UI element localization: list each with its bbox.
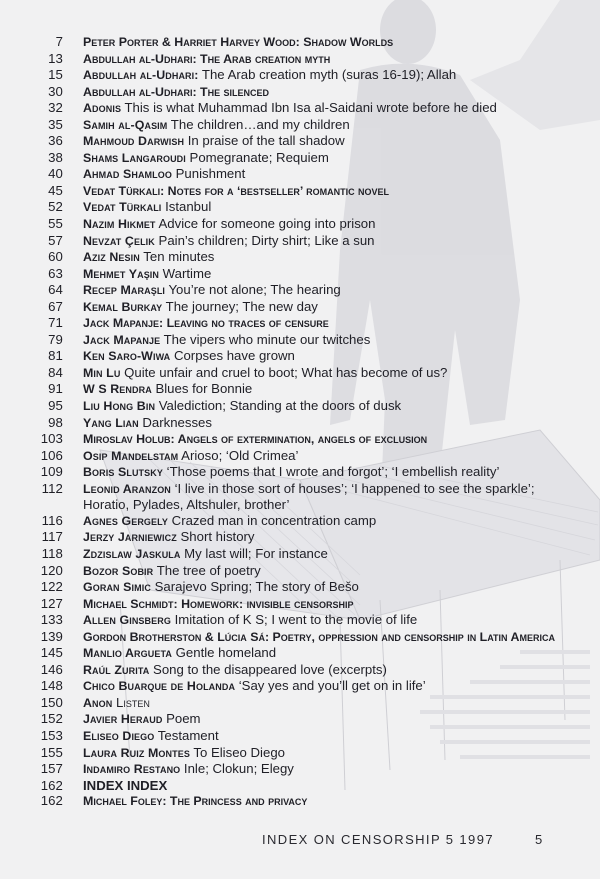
toc-works: The Arab creation myth (suras 16-19); Allah <box>198 67 457 83</box>
toc-author: Goran Simic <box>83 580 151 595</box>
toc-entry[interactable] <box>0 84 600 101</box>
toc-entry-text <box>63 596 563 613</box>
toc-entry[interactable] <box>0 481 600 513</box>
toc-entry[interactable] <box>0 793 600 810</box>
toc-entry-text <box>63 761 563 778</box>
toc-works: The children…and my children <box>167 116 350 132</box>
toc-works: Quite unfair and cruel to boot; What has become of us? <box>120 364 448 380</box>
toc-article-title: Abdullah al-Udhari: The silenced <box>83 84 270 99</box>
toc-entry-text <box>63 51 563 68</box>
toc-author: Abdullah al-Udhari: <box>83 68 199 83</box>
toc-works: Pomegranate; Requiem <box>185 149 329 165</box>
toc-page-number: 52 <box>48 199 63 215</box>
toc-author: Nevzat Çelik <box>83 233 155 248</box>
toc-page-number: 133 <box>40 612 63 628</box>
toc-entry-text <box>63 793 563 810</box>
toc-entry-text <box>63 513 563 530</box>
toc-works: Testament <box>154 727 219 743</box>
toc-author: Mahmoud Darwish <box>83 134 185 149</box>
toc-page-number: 145 <box>40 645 63 661</box>
toc-page-number: 81 <box>48 348 63 364</box>
toc-entry-text <box>63 381 563 398</box>
toc-author: Boris Slutsky <box>83 465 163 480</box>
toc-page-number: 122 <box>40 579 63 595</box>
toc-author: Aziz Nesin <box>83 250 140 265</box>
toc-works: Wartime <box>159 265 212 281</box>
toc-entry[interactable] <box>0 678 600 695</box>
toc-entry-text <box>63 612 563 629</box>
toc-entry-text <box>63 84 563 101</box>
toc-entry-text <box>63 249 563 266</box>
toc-page-number: 71 <box>48 315 63 331</box>
toc-entry[interactable] <box>0 315 600 332</box>
toc-article-title: Michael Schmidt: Homework: invisible censorship <box>83 596 354 611</box>
toc-page-number: 146 <box>40 661 63 677</box>
toc-works: Poem <box>162 711 201 727</box>
toc-page-number: 63 <box>48 265 63 281</box>
toc-entry-text <box>63 662 563 679</box>
toc-page-number: 153 <box>40 727 63 743</box>
toc-page-number: 79 <box>48 331 63 347</box>
toc-page-number: 13 <box>48 50 63 66</box>
toc-author: Jerzy Jarniewicz <box>83 530 177 545</box>
toc-entry-text <box>63 778 563 794</box>
toc-entry-text <box>63 645 563 662</box>
toc-author: Shams Langaroudi <box>83 150 186 165</box>
toc-author: Chico Buarque de Holanda <box>83 679 236 694</box>
toc-entry[interactable] <box>0 431 600 448</box>
toc-works: Corpses have grown <box>170 348 295 364</box>
toc-entry-text <box>63 67 563 84</box>
toc-entry-text <box>63 415 563 432</box>
toc-entry[interactable] <box>0 563 600 580</box>
toc-author: INDEX INDEX <box>83 777 168 793</box>
toc-author: Laura Ruiz Montes <box>83 745 190 760</box>
toc-entry-text <box>63 233 563 250</box>
toc-entry[interactable] <box>0 529 600 546</box>
toc-works: The tree of poetry <box>153 562 261 578</box>
toc-works: Crazed man in concentration camp <box>168 512 377 528</box>
toc-author: Yang Lian <box>83 415 139 430</box>
toc-page-number: 67 <box>48 298 63 314</box>
toc-author: Indamiro Restano <box>83 762 181 777</box>
toc-page-number: 60 <box>48 249 63 265</box>
toc-page-number: 155 <box>40 744 63 760</box>
toc-entry-text <box>63 695 563 712</box>
toc-page-number: 103 <box>40 431 63 447</box>
toc-page-number: 15 <box>48 67 63 83</box>
toc-author: Raúl Zurita <box>83 662 150 677</box>
toc-entry-text <box>63 100 563 117</box>
toc-works: Punishment <box>171 166 246 182</box>
toc-works: Blues for Bonnie <box>151 381 253 397</box>
toc-entry-text <box>63 199 563 216</box>
toc-entry[interactable] <box>0 183 600 200</box>
toc-works: The vipers who minute our twitches <box>160 331 371 347</box>
toc-works: This is what Muhammad Ibn Isa al-Saidani wrote before he died <box>121 100 497 116</box>
toc-entry[interactable] <box>0 166 600 183</box>
toc-author: Javier Heraud <box>83 712 163 727</box>
toc-works: To Eliseo Diego <box>189 744 285 760</box>
toc-works: Song to the disappeared love (excerpts) <box>149 661 387 677</box>
toc-entry[interactable] <box>0 381 600 398</box>
toc-page-number: 98 <box>48 414 63 430</box>
toc-entry-text <box>63 579 563 596</box>
toc-entry[interactable] <box>0 299 600 316</box>
toc-works: Listen <box>112 694 150 710</box>
toc-entry[interactable] <box>0 133 600 150</box>
toc-entry[interactable] <box>0 150 600 167</box>
toc-page-number: 95 <box>48 398 63 414</box>
toc-page-number: 139 <box>40 628 63 644</box>
toc-page-number: 148 <box>40 678 63 694</box>
toc-page-number: 112 <box>41 480 63 496</box>
toc-works: Inle; Clokun; Elegy <box>180 761 294 777</box>
toc-entry[interactable] <box>0 415 600 432</box>
toc-entry[interactable] <box>0 629 600 646</box>
toc-entry[interactable] <box>0 745 600 762</box>
toc-author: Mehmet Yaşin <box>83 266 160 281</box>
toc-article-title: Miroslav Holub: Angels of extermination, angels of exclusion <box>83 432 428 447</box>
toc-entry[interactable] <box>0 365 600 382</box>
toc-works: The journey; The new day <box>162 298 318 314</box>
toc-article-title: Vedat Türkali: Notes for a ‘bestseller’ romantic novel <box>83 183 390 198</box>
toc-author: Liu Hong Bin <box>83 399 156 414</box>
toc-works: Darknesses <box>138 414 212 430</box>
toc-entry[interactable] <box>0 282 600 299</box>
toc-page-number: 118 <box>41 545 63 561</box>
toc-entry-text <box>63 464 563 481</box>
toc-entry-text <box>63 299 563 316</box>
toc-entry-text <box>63 150 563 167</box>
toc-entry[interactable] <box>0 711 600 728</box>
toc-page-number: 152 <box>40 711 63 727</box>
toc-author: Eliseo Diego <box>83 728 155 743</box>
toc-page-number: 55 <box>48 216 63 232</box>
toc-entry[interactable] <box>0 645 600 662</box>
toc-page-number: 35 <box>48 116 63 132</box>
page-number: 5 <box>535 832 543 847</box>
toc-works: ‘Those poems that I wrote and forgot’; ‘I embellish reality’ <box>162 464 500 480</box>
toc-entry[interactable] <box>0 216 600 233</box>
toc-page-number: 116 <box>41 512 63 528</box>
toc-entry-text <box>63 34 563 51</box>
journal-footer: INDEX ON CENSORSHIP 5 1997 <box>262 832 494 847</box>
toc-entry-text <box>63 745 563 762</box>
toc-entry[interactable] <box>0 34 600 51</box>
toc-entry[interactable] <box>0 596 600 613</box>
toc-entry-text <box>63 348 563 365</box>
toc-entry-text <box>63 133 563 150</box>
toc-entry[interactable] <box>0 332 600 349</box>
toc-page-number: 64 <box>48 282 63 298</box>
toc-works: Advice for someone going into prison <box>155 216 376 232</box>
toc-works: Ten minutes <box>139 249 215 265</box>
toc-works: Pain’s children; Dirty shirt; Like a sun <box>154 232 375 248</box>
toc-page-number: 150 <box>40 694 63 710</box>
toc-entry-text <box>63 563 563 580</box>
toc-entry-text <box>63 332 563 349</box>
toc-works: Gentle homeland <box>171 645 277 661</box>
toc-page-number: 38 <box>48 149 63 165</box>
toc-works: Arioso; ‘Old Crimea’ <box>178 447 299 463</box>
toc-author: W S Rendra <box>83 382 152 397</box>
toc-works: ‘I live in those sort of houses’; ‘I happened to see the sparkle’; Horatio, Pylades, Altshuler, brother’ <box>83 480 535 513</box>
toc-entry[interactable] <box>0 728 600 745</box>
toc-entry-text <box>63 678 563 695</box>
toc-author: Nazim Hikmet <box>83 217 156 232</box>
toc-entry-text <box>63 481 563 513</box>
toc-entry[interactable] <box>0 67 600 84</box>
toc-page-number: 84 <box>48 364 63 380</box>
toc-entry[interactable] <box>0 51 600 68</box>
toc-entry-text <box>63 431 563 448</box>
toc-entry-text <box>63 315 563 332</box>
table-of-contents <box>0 34 600 810</box>
toc-author: Ahmad Shamloo <box>83 167 172 182</box>
toc-entry[interactable] <box>0 612 600 629</box>
toc-works: In praise of the tall shadow <box>184 133 345 149</box>
toc-author: Samih al-Qasim <box>83 117 168 132</box>
toc-article-title: Abdullah al-Udhari: The Arab creation myth <box>83 51 331 66</box>
toc-article-title: Gordon Brotherston & Lúcia Sá: Poetry, oppression and censorship in Latin America <box>83 629 555 644</box>
toc-entry[interactable] <box>0 761 600 778</box>
toc-entry-text <box>63 398 563 415</box>
toc-page-number: 57 <box>48 232 63 248</box>
toc-works: Istanbul <box>161 199 212 215</box>
toc-entry-text <box>63 266 563 283</box>
toc-page-number: 109 <box>40 464 63 480</box>
toc-entry[interactable] <box>0 398 600 415</box>
toc-author: Bozor Sobir <box>83 563 154 578</box>
toc-entry-text <box>63 629 563 646</box>
toc-page-number: 32 <box>48 100 63 116</box>
toc-page-number: 162 <box>40 777 63 793</box>
toc-author: Allen Ginsberg <box>83 613 171 628</box>
toc-author: Agnes Gergely <box>83 513 169 528</box>
toc-entry-text <box>63 546 563 563</box>
toc-entry[interactable] <box>0 448 600 465</box>
toc-entry-text <box>63 529 563 546</box>
toc-entry-text <box>63 166 563 183</box>
toc-entry-text <box>63 448 563 465</box>
toc-entry[interactable] <box>0 662 600 679</box>
toc-author: Anon <box>83 695 113 710</box>
toc-page-number: 91 <box>48 381 63 397</box>
toc-author: Osip Mandelstam <box>83 448 179 463</box>
toc-works: Sarajevo Spring; The story of Bešo <box>150 579 359 595</box>
toc-entry[interactable] <box>0 100 600 117</box>
toc-entry[interactable] <box>0 579 600 596</box>
toc-page-number: 106 <box>40 447 63 463</box>
toc-works: You’re not alone; The hearing <box>165 282 341 298</box>
toc-entry[interactable] <box>0 199 600 216</box>
toc-author: Vedat Türkali <box>83 200 162 215</box>
toc-entry[interactable] <box>0 464 600 481</box>
toc-article-title: Michael Foley: The Princess and privacy <box>83 794 308 809</box>
toc-entry-text <box>63 216 563 233</box>
toc-entry-text <box>63 183 563 200</box>
toc-page-number: 120 <box>40 562 63 578</box>
toc-entry[interactable] <box>0 695 600 712</box>
toc-author: Min Lu <box>83 365 121 380</box>
toc-entry-text <box>63 711 563 728</box>
toc-page-number: 45 <box>48 182 63 198</box>
toc-article-title: Peter Porter & Harriet Harvey Wood: Shadow Worlds <box>83 35 394 49</box>
toc-author: Leonid Aranzon <box>83 481 171 496</box>
toc-entry[interactable] <box>0 266 600 283</box>
toc-page-number: 127 <box>40 595 63 611</box>
toc-author: Jack Mapanje <box>83 332 161 347</box>
toc-author: Recep Maraşli <box>83 283 166 298</box>
toc-entry-text <box>63 365 563 382</box>
toc-article-title: Jack Mapanje: Leaving no traces of censure <box>83 316 329 331</box>
toc-works: Valediction; Standing at the doors of dusk <box>155 398 402 414</box>
toc-page-number: 7 <box>55 34 63 49</box>
toc-entry[interactable] <box>0 348 600 365</box>
toc-author: Kemal Burkay <box>83 299 163 314</box>
toc-author: Zdzislaw Jaskula <box>83 546 181 561</box>
toc-page-number: 30 <box>48 83 63 99</box>
toc-page-number: 40 <box>48 166 63 182</box>
toc-works: Short history <box>176 529 255 545</box>
toc-entry-text <box>63 282 563 299</box>
toc-entry-text <box>63 728 563 745</box>
toc-works: My last will; For instance <box>180 545 328 561</box>
toc-entry[interactable] <box>0 233 600 250</box>
toc-page-number: 117 <box>41 529 63 545</box>
toc-works: Imitation of K S; I went to the movie of life <box>170 612 418 628</box>
toc-entry[interactable] <box>0 778 600 794</box>
toc-entry-text <box>63 117 563 134</box>
toc-page-number: 162 <box>40 793 63 809</box>
toc-entry[interactable] <box>0 249 600 266</box>
toc-entry[interactable] <box>0 513 600 530</box>
toc-entry[interactable] <box>0 117 600 134</box>
toc-page-number: 157 <box>40 761 63 777</box>
toc-entry[interactable] <box>0 546 600 563</box>
toc-page-number: 36 <box>48 133 63 149</box>
toc-author: Ken Saro-Wiwa <box>83 349 171 364</box>
toc-author: Adonis <box>83 101 122 116</box>
toc-author: Manlio Argueta <box>83 646 172 661</box>
toc-works: ‘Say yes and you’ll get on in life’ <box>235 678 426 694</box>
